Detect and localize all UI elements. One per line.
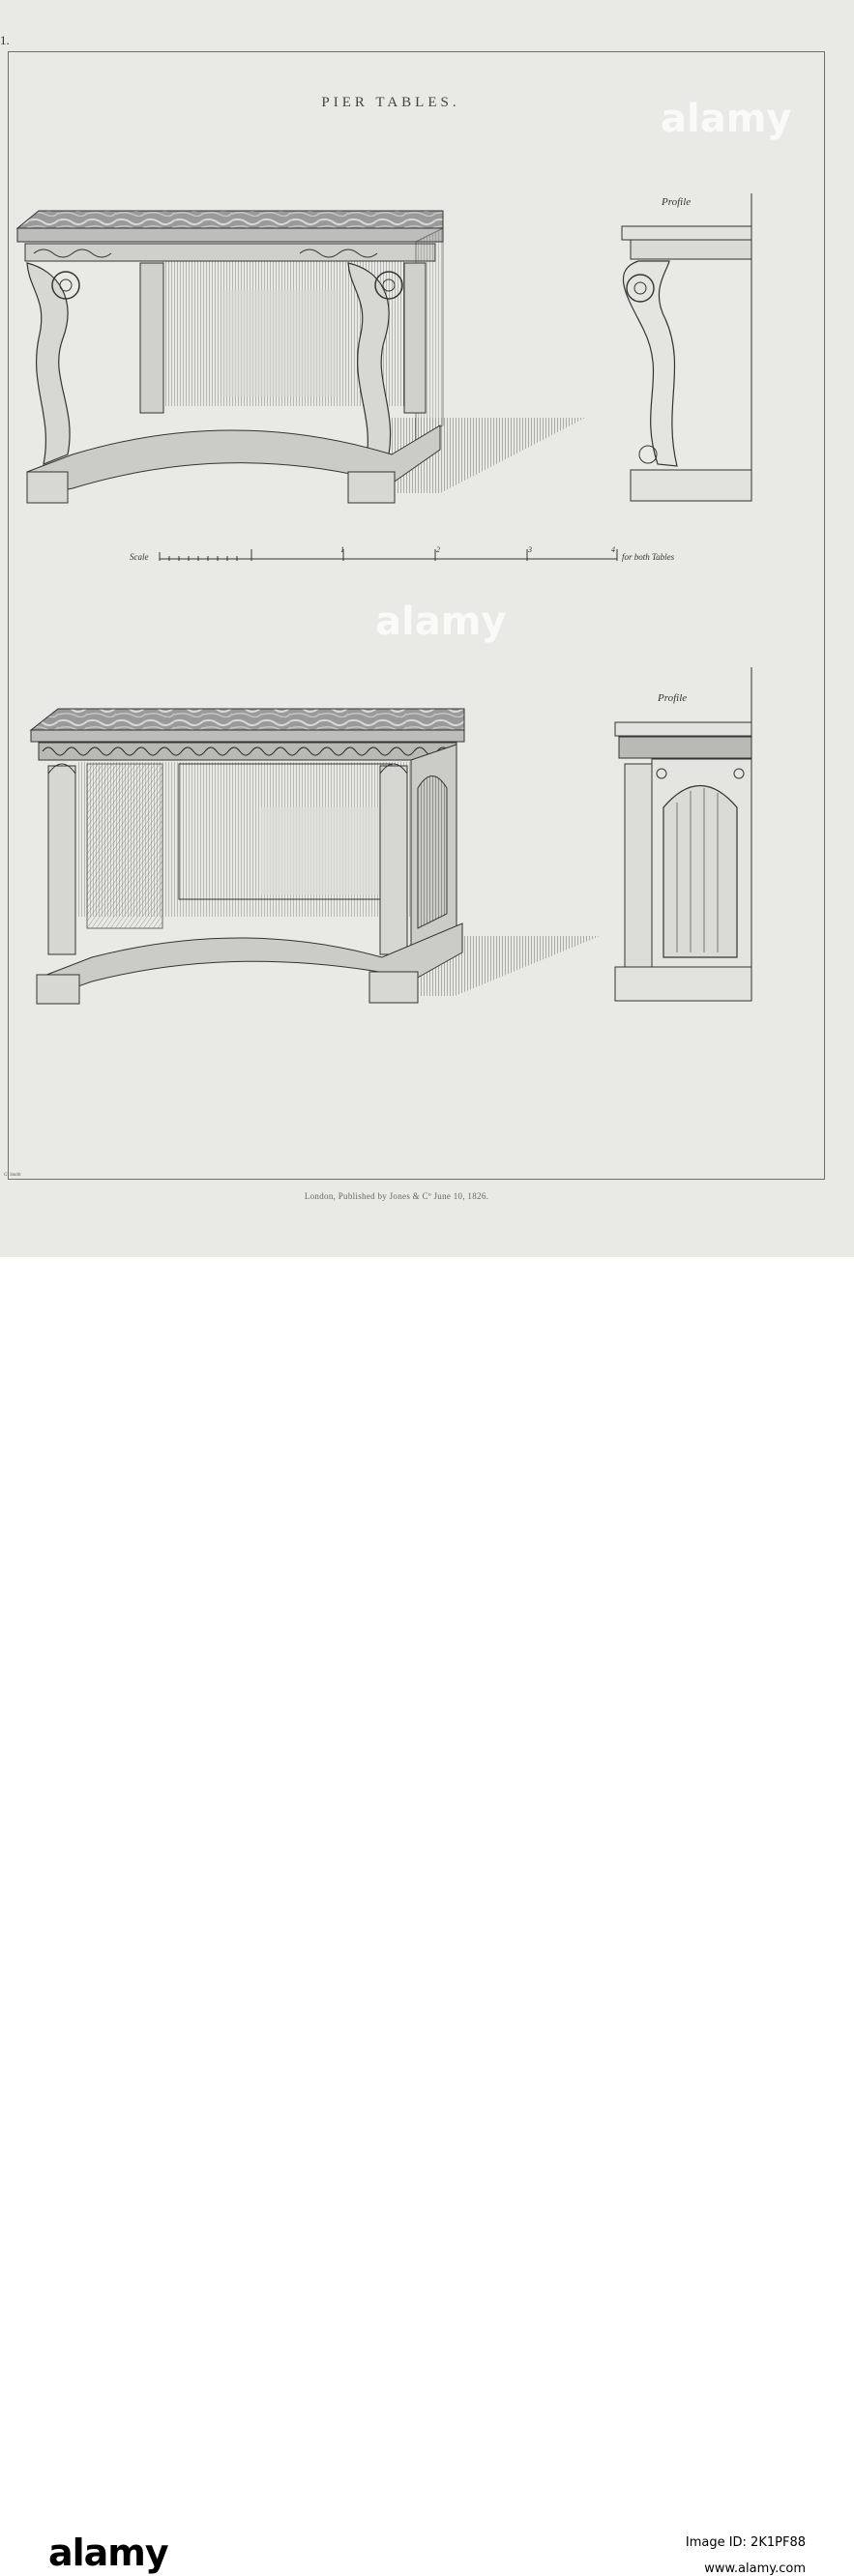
scale-note: for both Tables [622, 552, 675, 562]
plate-number: 1. [0, 33, 10, 47]
watermark-top-right: alamy [661, 97, 792, 141]
scale-label: Scale [130, 552, 149, 562]
stock-footer [0, 1257, 854, 2576]
engraver-signature: G. Smith [4, 1173, 21, 1178]
alamy-logo: alamy [48, 2532, 168, 2574]
table-2-front-view [31, 709, 600, 1004]
profile-label-bottom: Profile [658, 692, 688, 704]
scale-mark-4: 4 [611, 545, 615, 554]
scale-mark-2: 2 [436, 545, 440, 554]
scale-bar [160, 549, 617, 561]
plate-title: PIER TABLES. [321, 95, 460, 110]
profile-label-top: Profile [662, 196, 692, 208]
watermark-center: alamy [375, 600, 507, 644]
scale-mark-3: 3 [528, 545, 532, 554]
table-1-front-view [17, 211, 585, 503]
site-url: www.alamy.com [704, 2561, 806, 2576]
table-1-profile [622, 193, 751, 501]
scale-mark-1: 1 [340, 545, 344, 554]
table-2-profile [615, 667, 751, 1001]
publisher-imprint: London, Published by Jones & Cº June 10, 1826. [304, 1191, 489, 1201]
image-id: Image ID: 2K1PF88 [685, 2535, 806, 2550]
engraved-plate [0, 0, 854, 1257]
